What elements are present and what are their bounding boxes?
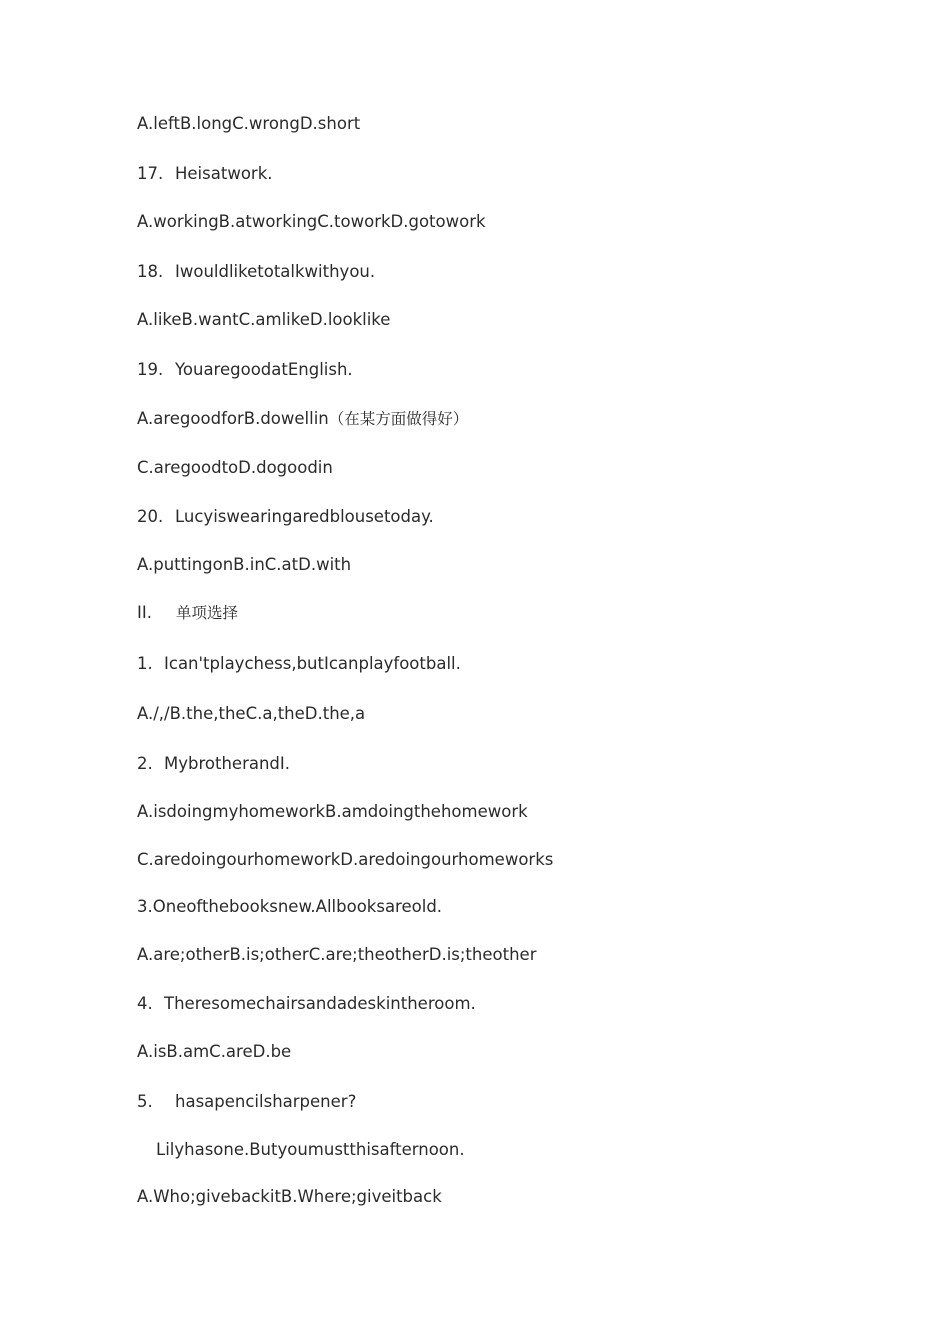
question-text: Heisatwork.	[175, 164, 273, 183]
answer-options	[137, 458, 333, 478]
answer-options	[137, 310, 390, 330]
answer-options	[137, 1187, 442, 1207]
answer-options	[137, 802, 528, 822]
option-text: A.isdoingmyhomeworkB.amdoingthehomework	[137, 802, 528, 821]
section-title: 单项选择	[176, 604, 239, 622]
option-text: A.isB.amC.areD.be	[137, 1042, 292, 1061]
question-text: Lilyhasone.Butyoumustthisafternoon.	[156, 1140, 465, 1159]
answer-options	[137, 212, 486, 232]
option-text: A.are;otherB.is;otherC.are;theotherD.is;theother	[137, 945, 537, 964]
answer-options	[137, 850, 553, 870]
option-text: A.aregoodforB.dowellin	[137, 409, 329, 428]
question-number: 2.	[137, 754, 153, 773]
option-text: A.leftB.longC.wrongD.short	[137, 114, 361, 133]
question-18	[137, 262, 375, 282]
question-17	[137, 164, 273, 184]
answer-options	[137, 1042, 291, 1062]
chinese-note: （在某方面做得好）	[328, 410, 469, 428]
option-text: C.aredoingourhomeworkD.aredoingourhomeworks	[137, 850, 554, 869]
question-number: 1.	[137, 654, 153, 673]
question-5	[137, 1092, 356, 1112]
question-text: Lucyiswearingaredblousetoday.	[175, 507, 434, 526]
question-5-continuation	[137, 1140, 465, 1160]
question-text: MybrotherandI.	[164, 754, 291, 773]
question-3	[137, 897, 442, 917]
question-number: 5.	[137, 1092, 153, 1111]
question-number: 17.	[137, 164, 164, 183]
option-text: A.Who;givebackitB.Where;giveitback	[137, 1187, 442, 1206]
question-number: 4.	[137, 994, 153, 1013]
option-text: A./,/B.the,theC.a,theD.the,a	[137, 704, 366, 723]
answer-options	[137, 555, 351, 575]
question-2	[137, 754, 290, 774]
question-1	[137, 654, 461, 674]
question-text: Ican'tplaychess,butIcanplayfootball.	[164, 654, 461, 673]
section-heading	[137, 603, 238, 623]
section-number: II.	[137, 603, 152, 622]
question-number: 20.	[137, 507, 164, 526]
question-number: 18.	[137, 262, 164, 281]
question-4	[137, 994, 476, 1014]
answer-options	[137, 114, 360, 134]
question-20	[137, 507, 434, 527]
option-text: A.puttingonB.inC.atD.with	[137, 555, 352, 574]
question-text: YouaregoodatEnglish.	[175, 360, 353, 379]
answer-options	[137, 704, 365, 724]
option-text: C.aregoodtoD.dogoodin	[137, 458, 333, 477]
question-text: hasapencilsharpener?	[175, 1092, 357, 1111]
option-text: A.workingB.atworkingC.toworkD.gotowork	[137, 212, 486, 231]
option-text: A.likeB.wantC.amlikeD.looklike	[137, 310, 391, 329]
question-text: Theresomechairsandadeskintheroom.	[164, 994, 476, 1013]
answer-options	[137, 409, 468, 429]
question-text: Iwouldliketotalkwithyou.	[175, 262, 376, 281]
question-19	[137, 360, 353, 380]
question-text: 3.Oneofthebooksnew.Allbooksareold.	[137, 897, 443, 916]
answer-options	[137, 945, 536, 965]
question-number: 19.	[137, 360, 164, 379]
